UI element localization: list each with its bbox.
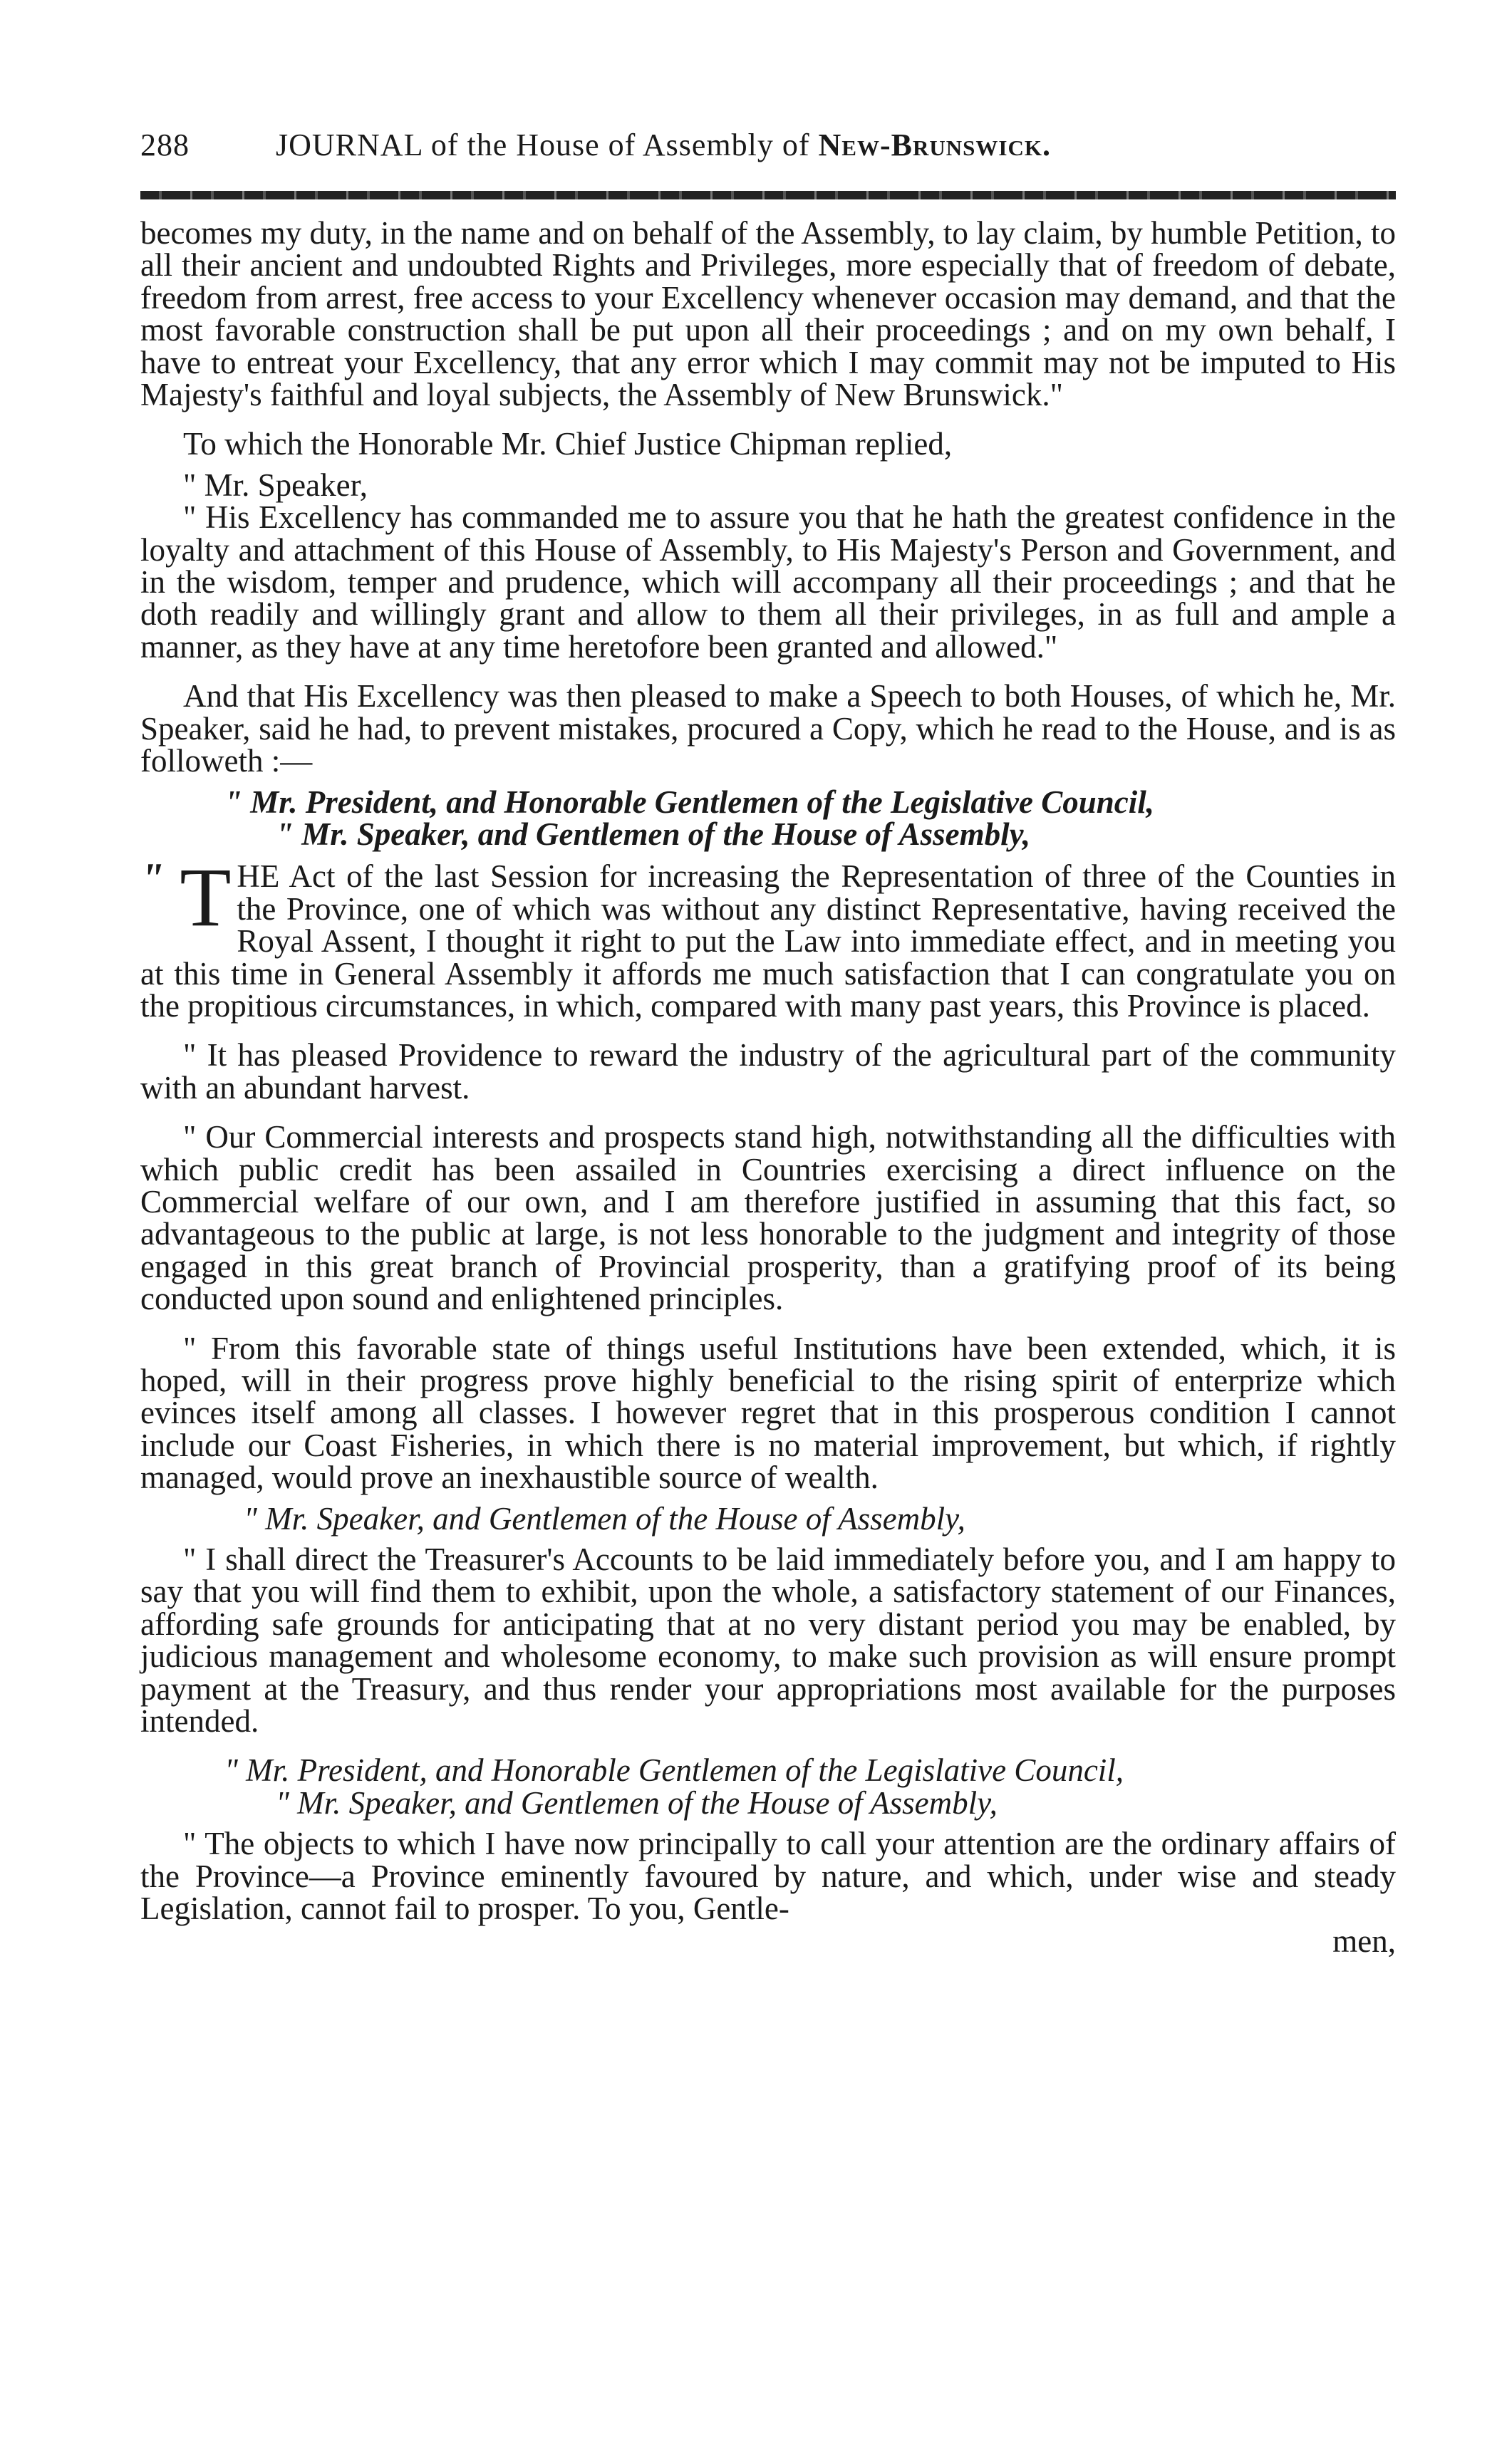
paragraph-speech-copy: And that His Excellency was then pleased to make a Speech to both Houses, of which he, Mr. Speaker, said he had, to prevent mistakes, procured a Copy, which he read to the House, and is as followeth :— xyxy=(140,678,1396,779)
page-body xyxy=(140,217,1396,1958)
running-title xyxy=(276,127,1051,163)
page-number: 288 xyxy=(140,128,190,162)
salutation-speaker-assembly-3: " Mr. Speaker, and Gentlemen of the House of Assembly, xyxy=(276,1784,998,1821)
paragraph-mr-speaker: " Mr. Speaker, xyxy=(183,467,368,503)
paragraph-excellency-confidence: " His Excellency has commanded me to assure you that he hath the greatest confidence in the loyalty and attachment of this House of Assembly, to His Majesty's Person and Government, and in the wisdom, temper and prudence, which will accompany all their proceedings ; and that he doth readily and willingly grant and allow to them all their privileges, in as full and ample a manner, as they have at any time heretofore been granted and allowed." xyxy=(140,499,1396,665)
running-title-province: New-Brunswick. xyxy=(818,128,1051,162)
speech-opening xyxy=(140,851,1396,1024)
salutation-president-council-2: " Mr. President, and Honorable Gentlemen of the Legislative Council, xyxy=(224,1752,1124,1789)
opening-quote-mark: " xyxy=(140,855,165,903)
paragraph-objects-attention: " The objects to which I have now principally to call your attention are the ordinary affairs of the Province—a Province eminently favoured by nature, and which, under wise and steady Legislation, cannot fail to prosper. To you, Gentle- xyxy=(140,1826,1396,1927)
salutation-president-council: " Mr. President, and Honorable Gentlemen of the Legislative Council, xyxy=(224,784,1154,820)
salutation-speaker-assembly: " Mr. Speaker, and Gentlemen of the House of Assembly, xyxy=(276,816,1031,852)
paragraph-institutions-fisheries: " From this favorable state of things useful Institutions have been extended, which, it is hoped, will in their progress prove highly beneficial to the rising spirit of enterprize which evinces itself among all classes. I however regret that in this prosperous condition I cannot include our Coast Fisheries, in which there is no material improvement, but which, if rightly managed, would prove an inexhaustible source of wealth. xyxy=(140,1330,1396,1496)
running-header xyxy=(140,127,1394,170)
salutation-speaker-assembly-2: " Mr. Speaker, and Gentlemen of the House of Assembly, xyxy=(244,1500,965,1537)
catchword: men, xyxy=(1332,1923,1396,1959)
paragraph-treasurer-accounts: " I shall direct the Treasurer's Accounts to be laid immediately before you, and I am happy to say that you will find them to exhibit, upon the whole, a satisfactory statement of our Finances, affording safe grounds for anticipating that at no very distant period you may be enabled, by judicious management and wholesome economy, to make such provision as will ensure prompt payment at the Treasury, and thus render your appropriations most available for the purposes intended. xyxy=(140,1542,1396,1740)
paragraph-chipman-reply: To which the Honorable Mr. Chief Justice Chipman replied, xyxy=(183,426,953,462)
header-rule xyxy=(140,191,1396,199)
paragraph-commercial-interests: " Our Commercial interests and prospects stand high, notwithstanding all the difficulties with which public credit has been assailed in Countries exercising a direct influence on the Commercial welfare of our own, and I am therefore justified in assuming that this fact, so advantageous to the public at large, is not less honorable to the judgment and integrity of those engaged in this great branch of Provincial prosperity, than a gratifying proof of its being conducted upon sound and enlightened principles. xyxy=(140,1119,1396,1317)
paragraph-representation-act: HE Act of the last Session for increasing the Representation of three of the Counties in the Province, one of which was without any distinct Representative, having received the Royal Assent, I thought it right to put the Law into immediate effect, and in meeting you at this time in General Assembly it affords me much satisfaction that I can congratulate you on the propitious circumstances, in which, compared with many past years, this Province is placed. xyxy=(140,858,1396,1024)
drop-cap-letter: T xyxy=(180,851,232,945)
running-title-text: JOURNAL of the House of Assembly of xyxy=(276,128,810,162)
paragraph-speaker-petition: becomes my duty, in the name and on behalf of the Assembly, to lay claim, by humble Petition, to all their ancient and undoubted Rights and Privileges, more especially that of freedom of debate, freedom from arrest, free access to your Excellency whenever occasion may demand, and that the most favorable construction shall be put upon all their proceedings ; and on my own behalf, I have to entreat your Excellency, that any error which I may commit may not be imputed to His Majesty's faithful and loyal subjects, the Assembly of New Brunswick." xyxy=(140,215,1396,413)
paragraph-harvest: " It has pleased Providence to reward the industry of the agricultural part of the community with an abundant harvest. xyxy=(140,1037,1396,1106)
